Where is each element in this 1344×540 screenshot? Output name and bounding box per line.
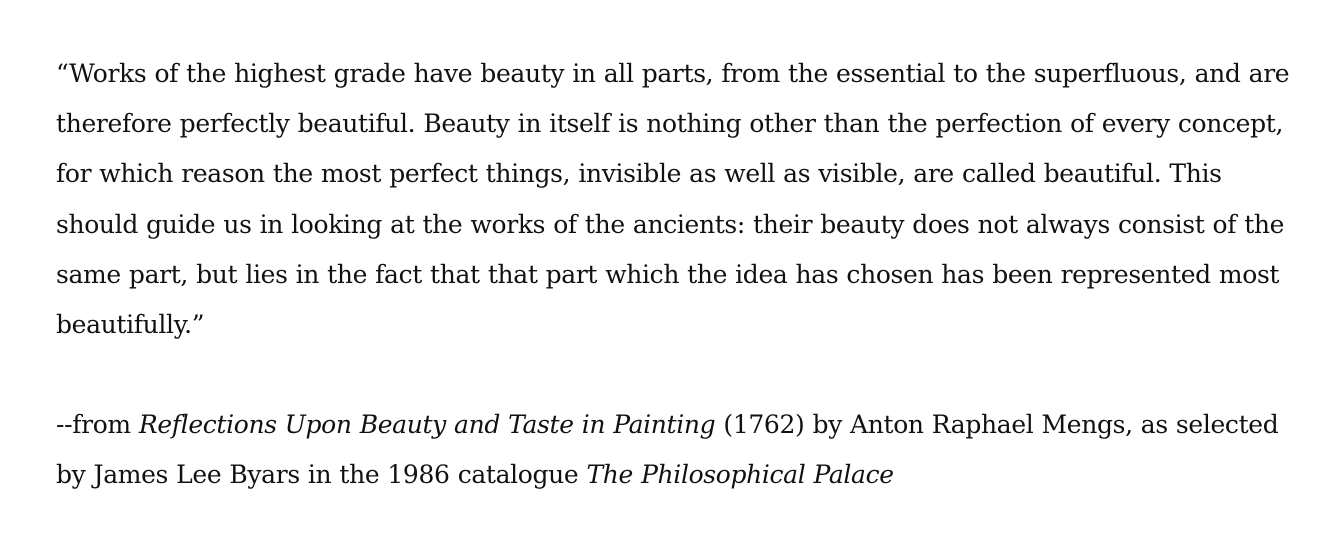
attribution-prefix: --from [56,410,139,440]
quote-paragraph: “Works of the highest grade have beauty in all parts, from the essential to the superfluous, and are therefore perfectly beautiful. Beauty in itself is nothing other than the perfection of every concept, for which reason the most perfect things, invisible as well as visible, are called beautiful. This should guide us in looking at the works of the ancients: their beauty does not always consist of the same part, but lies in the fact that that part which the idea has chosen has been represented most beautifully.” [56,59,1290,340]
attribution-middle: (1762) by Anton Raphael Mengs, as selected by James Lee Byars in the 1986 catalogue [56,410,1279,490]
attribution-paragraph [56,400,1306,500]
document-body [56,49,1306,501]
catalogue-title: The Philosophical Palace [586,460,894,490]
book-title: Reflections Upon Beauty and Taste in Painting [138,410,716,440]
